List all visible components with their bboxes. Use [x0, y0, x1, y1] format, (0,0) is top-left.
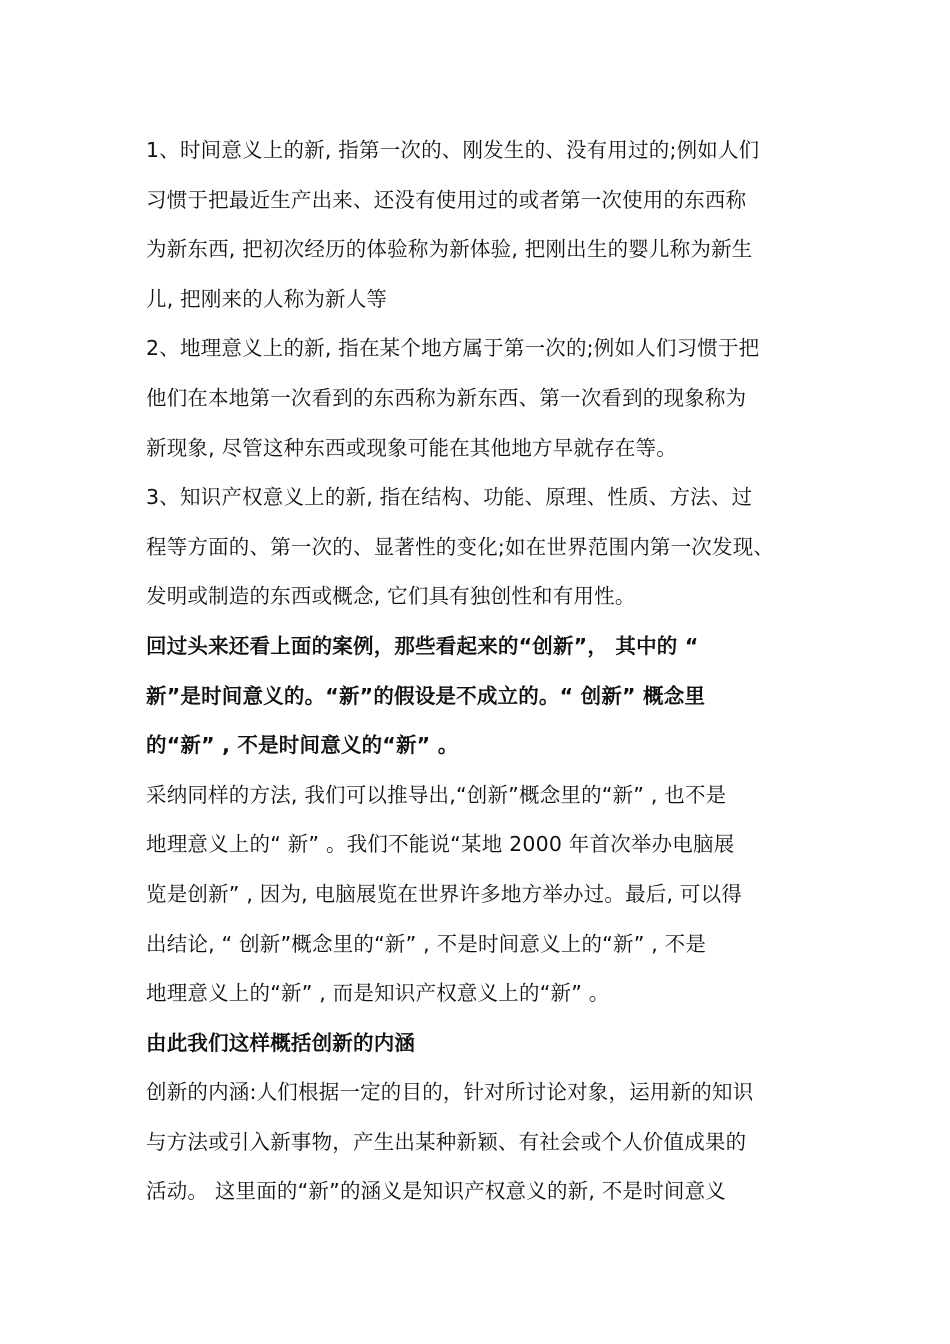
paragraph-line: 新现象, 尽管这种东西或现象可能在其他地方早就存在等。	[146, 435, 677, 460]
bold-paragraph-line: 回过头来还看上面的案例，那些看起来的“创新”， 其中的 “	[146, 633, 699, 658]
paragraph-line: 为新东西, 把初次经历的体验称为新体验, 把刚出生的婴儿称为新生	[146, 237, 753, 262]
paragraph-line: 3、知识产权意义上的新, 指在结构、功能、原理、性质、方法、过	[146, 485, 753, 510]
bold-paragraph-line: 新”是时间意义的。“新”的假设是不成立的。“ 创新” 概念里	[146, 683, 706, 708]
paragraph-line: 习惯于把最近生产出来、还没有使用过的或者第一次使用的东西称	[146, 187, 747, 212]
paragraph-line: 出结论, “ 创新”概念里的“新” , 不是时间意义上的“新” , 不是	[146, 931, 707, 956]
paragraph-line: 发明或制造的东西或概念, 它们具有独创性和有用性。	[146, 584, 636, 609]
paragraph-line: 采纳同样的方法, 我们可以推导出,“创新”概念里的“新” , 也不是	[146, 782, 727, 807]
paragraph-line: 2、地理意义上的新, 指在某个地方属于第一次的;例如人们习惯于把	[146, 336, 760, 361]
paragraph-line: 1、时间意义上的新, 指第一次的、刚发生的、没有用过的;例如人们	[146, 138, 760, 162]
paragraph-line: 程等方面的、第一次的、显著性的变化;如在世界范围内第一次发现、	[146, 534, 775, 559]
paragraph-line: 他们在本地第一次看到的东西称为新东西、第一次看到的现象称为	[146, 385, 747, 410]
paragraph-line: 儿, 把刚来的人称为新人等	[146, 286, 388, 311]
paragraph-line: 与方法或引入新事物，产生出某种新颖、有社会或个人价值成果的	[146, 1129, 747, 1154]
paragraph-line: 活动。 这里面的“新”的涵义是知识产权意义的新, 不是时间意义	[146, 1179, 726, 1204]
paragraph-line: 地理意义上的“ 新” 。我们不能说“某地 2000 年首次举办电脑展	[146, 832, 735, 857]
section-heading: 由此我们这样概括创新的内涵	[146, 1030, 416, 1055]
paragraph-line: 地理意义上的“新” , 而是知识产权意义上的“新” 。	[146, 981, 610, 1006]
paragraph-line: 创新的内涵:人们根据一定的目的，针对所讨论对象，运用新的知识	[146, 1080, 754, 1105]
document-body	[146, 126, 816, 1217]
bold-paragraph-line: 的“新” , 不是时间意义的“新” 。	[146, 733, 459, 758]
paragraph-line: 览是创新” , 因为, 电脑展览在世界许多地方举办过。最后, 可以得	[146, 881, 743, 906]
